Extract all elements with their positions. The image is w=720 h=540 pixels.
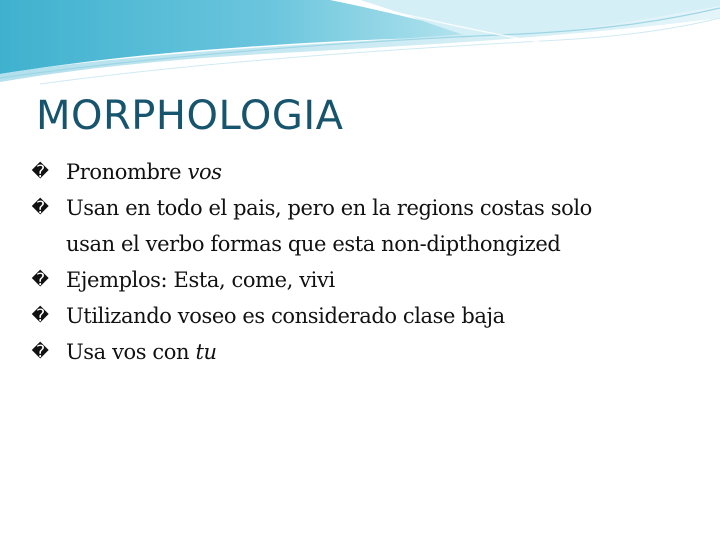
missing-glyph-icon: �	[31, 162, 49, 182]
bullet-item	[30, 262, 690, 298]
missing-glyph-icon: �	[31, 342, 49, 362]
bullet-text: Usa vos con	[66, 340, 196, 364]
missing-glyph-icon: �	[31, 270, 49, 290]
missing-glyph-icon: �	[31, 306, 49, 326]
header-wave-decoration	[0, 0, 720, 90]
bullet-text-line: usan el verbo formas que esta non-dipthongized	[66, 232, 561, 256]
bullet-text: Pronombre	[66, 160, 188, 184]
bullet-item	[30, 298, 690, 334]
bullet-list	[30, 154, 690, 370]
bullet-text-line: Usan en todo el pais, pero en la regions costas solo	[66, 196, 592, 220]
bullet-text: Ejemplos: Esta, come, vivi	[66, 268, 335, 292]
bullet-item	[30, 154, 690, 190]
bullet-text: Utilizando voseo es considerado clase baja	[66, 304, 505, 328]
missing-glyph-icon: �	[31, 198, 49, 218]
bullet-item	[30, 334, 690, 370]
bullet-item	[30, 190, 690, 262]
slide-title: MORPHOLOGIA	[36, 93, 344, 139]
bullet-emphasis: tu	[195, 340, 217, 364]
bullet-emphasis: vos	[187, 160, 222, 184]
